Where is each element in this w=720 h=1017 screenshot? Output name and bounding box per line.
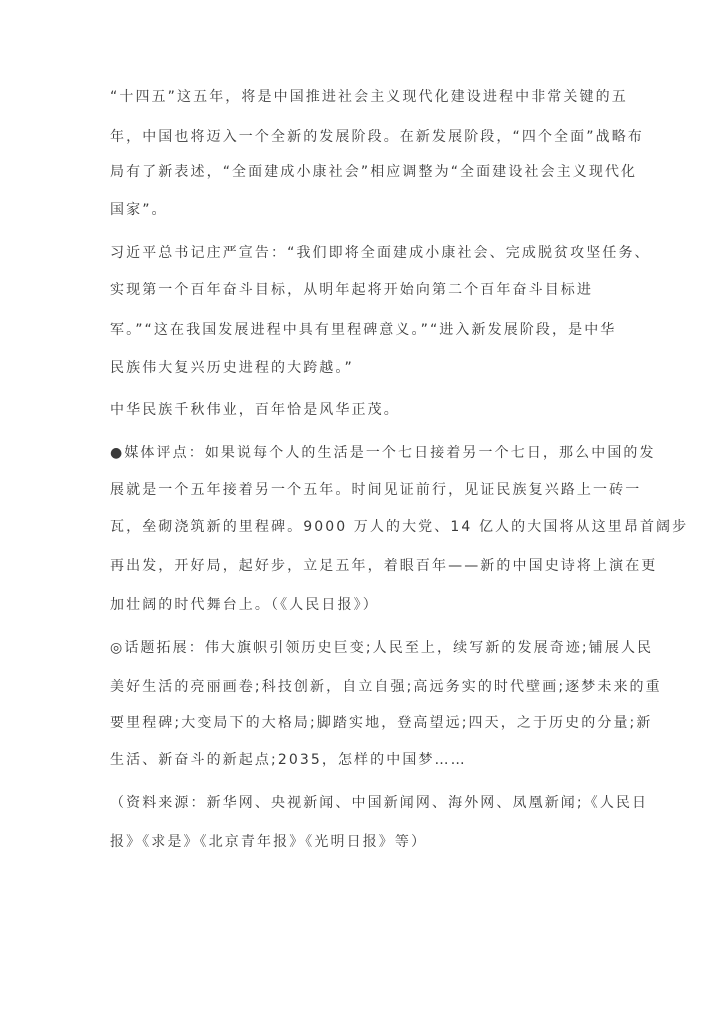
text-line: 国家”。: [110, 202, 168, 218]
text-line: ◎话题拓展：伟大旗帜引领历史巨变;人民至上，续写新的发展奇迹;铺展人民: [110, 640, 654, 656]
text-line: 习近平总书记庄严宣告：“我们即将全面建成小康社会、完成脱贫攻坚任务、: [110, 245, 651, 261]
text-line: “十四五”这五年，将是中国推进社会主义现代化建设进程中非常关键的五: [110, 89, 628, 105]
text-line: 加壮阔的时代舞台上。（《人民日报》）: [110, 597, 379, 613]
text-line: 实现第一个百年奋斗目标，从明年起将开始向第二个百年奋斗目标进: [110, 282, 593, 298]
text-line: 瓦，垒砌浇筑新的里程碑。9000 万人的大党、14 亿人的大国将从这里昂首阔步: [110, 519, 689, 535]
text-line: 美好生活的亮丽画卷;科技创新，自立自强;高远务实的时代壁画;逐梦未来的重: [110, 679, 662, 695]
text-line: 中华民族千秋伟业，百年恰是风华正茂。: [110, 402, 400, 418]
text-line: 局有了新表述，“全面建成小康社会”相应调整为“全面建设社会主义现代化: [110, 164, 638, 180]
text-line: 军。”“这在我国发展进程中具有里程碑意义。”“进入新发展阶段，是中华: [110, 322, 617, 338]
text-line: 生活、新奋斗的新起点;2035，怎样的中国梦……: [110, 752, 467, 768]
text-line: ●媒体评点：如果说每个人的生活是一个七日接着另一个七日，那么中国的发: [110, 445, 656, 461]
text-line: （资料来源：新华网、央视新闻、中国新闻网、海外网、凤凰新闻;《人民日: [110, 795, 649, 811]
text-line: 报》《求是》《北京青年报》《光明日报》等）: [110, 834, 428, 850]
text-line: 展就是一个五年接着另一个五年。时间见证前行，见证民族复兴路上一砖一: [110, 482, 642, 498]
text-line: 年，中国也将迈入一个全新的发展阶段。在新发展阶段，“四个全面”战略布: [110, 129, 644, 145]
text-line: 要里程碑;大变局下的大格局;脚踏实地，登高望远;四天，之于历史的分量;新: [110, 715, 653, 731]
text-line: 再出发，开好局，起好步，立足五年，着眼百年——新的中国史诗将上演在更: [110, 558, 658, 574]
text-line: 民族伟大复兴历史进程的大跨越。”: [110, 360, 354, 376]
